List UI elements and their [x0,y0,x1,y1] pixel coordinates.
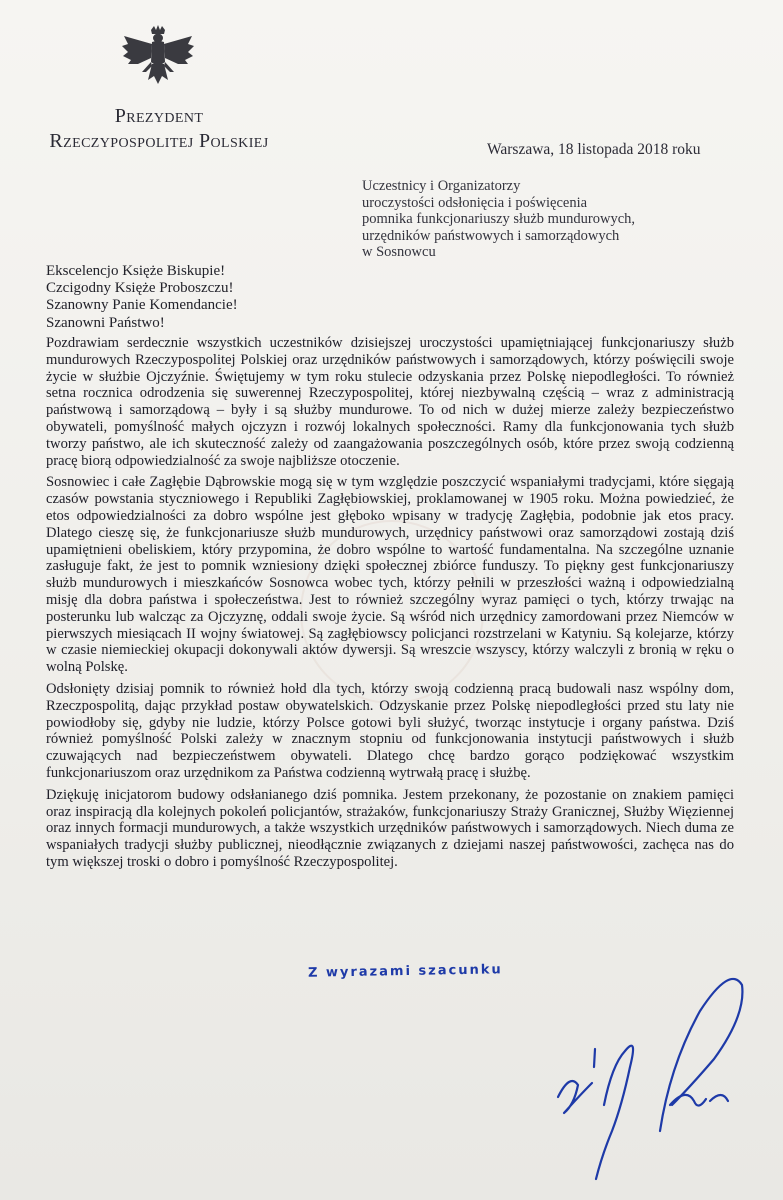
letter-date: Warszawa, 18 listopada 2018 roku [487,141,701,158]
addressee-block [362,178,722,261]
salutation-line: Szanowny Panie Komendancie! [46,297,238,314]
handwritten-closing: Z wyrazami szacunku [307,962,503,981]
office-title-line2: Rzeczypospolitej Polskiej [49,130,269,152]
salutation-line: Ekscelencjo Księże Biskupie! [46,263,226,279]
addressee-line: urzędników państwowych i samorządowych [362,227,620,244]
office-title [24,104,294,154]
salutation-line: Czcigodny Księże Proboszczu! [46,280,234,297]
addressee-line: Uczestnicy i Organizatorzy [362,178,521,194]
handwritten-signature [500,955,760,1185]
addressee-line: pomnika funkcjonariuszy służb mundurowych, [362,211,636,227]
office-title-line1: Prezydent [114,105,204,127]
body-paragraph: Dziękuję inicjatorom budowy odsłanianego dziś pomnika. Jestem przekonany, że pozostanie on znakiem pamięci oraz inspiracją dla kolejnych pokoleń policjantów, strażaków, funkcjonariuszy Straży Granicznej, Służby Więziennej oraz innych formacji mundurowych, a także wszystkich urzędników państwowych i samorządowych. Niech duma ze wspaniałych tradycji służby publicznej, nieodłącznie związanych z dziejami naszej państwowości, zachęca nas do tym większej troski o dobro i pomyślność Rzeczypospolitej. [46,786,734,870]
salutation-line: Szanowni Państwo! [46,314,165,331]
body-paragraph: Sosnowiec i całe Zagłębie Dąbrowskie mogą się w tym względzie poszczycić wspaniałymi tradycjami, które sięgają czasów powstania styczniowego i Republiki Zagłębiowskiej, proklamowanej w 1905 roku. Można powiedzieć, że etos odpowiedzialności za dobro wspólne jest głęboko wpisany w tradycję Zagłębia, podobnie jak etos pracy. Dlatego cieszę się, że funkcjonariusze służb mundurowych, urzędnicy państwowi oraz samorządowi zostają dziś upamiętnieni obeliskiem, który przypomina, że dobro wspólne to wartość fundamentalna. Na szczególne uznanie zasługuje fakt, że jest to pomnik wzniesiony dzięki społecznej zbiórce funduszy. To piękny gest funkcjonariuszy służb mundurowych i mieszkańców Sosnowca wobec tych, którzy pełnili w przeszłości ważną i odpowiedzialną misję dla dobra państwa i społeczeństwa. Jest to również szczególny wyraz pamięci o tych, którzy trwając na posterunku lub walcząc za Ojczyznę, oddali swoje życie. Są wśród nich urzędnicy zamordowani przez Niemców w pierwszych miesiącach II wojny światowej. Są zagłębiowscy policjanci rozstrzelani w Katyniu. Są kolejarze, którzy w czasie niemieckiej okupacji dokonywali aktów dywersji. Są wreszcie wszyscy, którzy walczyli z bronią w ręku o wolną Polskę. [46,474,734,676]
addressee-line: w Sosnowcu [362,244,436,260]
body-paragraph: Odsłonięty dzisiaj pomnik to również hołd dla tych, którzy swoją codzienną pracą budowali nasz wspólny dom, Rzeczpospolitą, dając przykład postaw obywatelskich. Odzyskanie przez Polskę niepodległości przed stu laty nie powiodłoby się, gdyby nie ludzie, którzy Polsce gotowi byli służyć, tworząc instytucje i organy państwa. Dziś również pomyślność Polski zależy w znacznym stopniu od funkcjonowania instytucji państwowych i służb czuwających nad bezpieczeństwem obywateli. Dlatego chcę bardzo gorąco podziękować wszystkim funkcjonariuszom oraz urzędnikom za Państwa codzienną wytrwałą pracę i służbę. [46,680,734,781]
polish-eagle-icon [118,24,198,90]
body-paragraph: Pozdrawiam serdecznie wszystkich uczestników dzisiejszej uroczystości upamiętniającej funkcjonariuszy służb mundurowych Rzeczypospolitej Polskiej oraz urzędników państwowych i samorządowych, którzy poświęcili swoje życie w służbie Ojczyźnie. Świętujemy w tym roku stulecie odzyskania przez Polskę niepodległości. To również setna rocznica odrodzenia się suwerennej Rzeczypospolitej, której niezbywalną częścią – wraz z administracją państwową i samorządową – były i są służby mundurowe. To od nich w dużej mierze zależy bezpieczeństwo obywateli, pomyślność małych ojczyzn i rozwój lokalnych społeczności. Ramy dla funkcjonowania tych służb tworzy państwo, ale ich skuteczność zależy od zaangażowania poszczególnych osób, które przez swoją codzienną pracę biorą odpowiedzialność za swoje najbliższe otoczenie. [46,335,734,469]
salutations-block [46,263,466,332]
letter-body [46,335,734,876]
addressee-line: uroczystości odsłonięcia i poświęcenia [362,194,588,211]
